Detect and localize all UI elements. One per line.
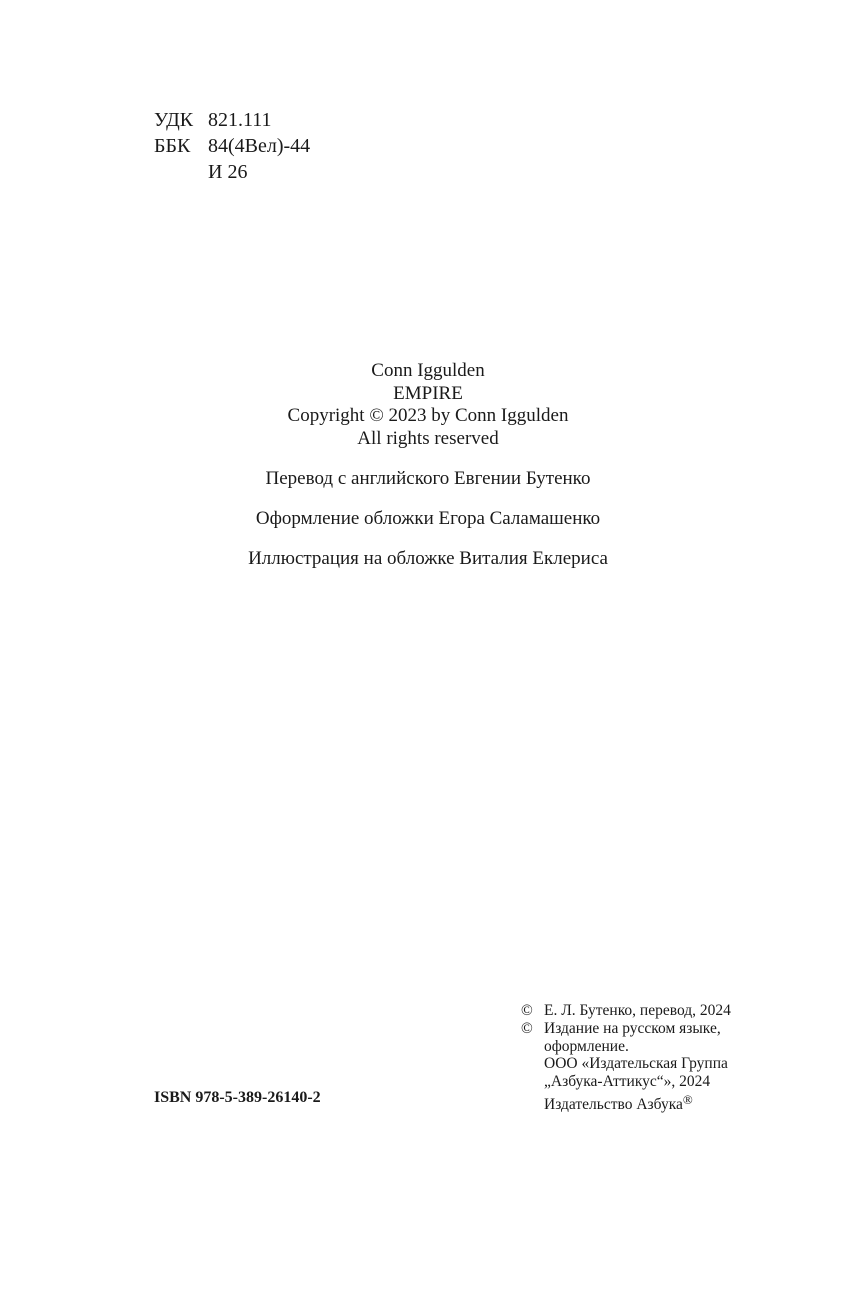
copyright-line xyxy=(521,1020,731,1038)
original-rights: All rights reserved xyxy=(357,427,499,449)
copyright-line xyxy=(521,1055,731,1073)
bbk-label: ББК xyxy=(154,135,191,157)
copyright-text: ООО «Издательская Группа xyxy=(544,1055,728,1073)
cover-design-credit: Оформление обложки Егора Саламашенко xyxy=(255,508,601,529)
author-mark-row xyxy=(154,159,310,185)
cover-illustration-credit: Иллюстрация на обложке Виталия Еклериса xyxy=(248,548,608,569)
copyright-symbol: © xyxy=(521,1019,533,1037)
copyright-text: Е. Л. Бутенко, перевод, 2024 xyxy=(544,1002,731,1019)
author-mark: И 26 xyxy=(208,161,248,183)
udk-label: УДК xyxy=(154,109,194,131)
publisher-name xyxy=(544,1091,693,1114)
original-copyright: Copyright © 2023 by Conn Iggulden xyxy=(287,405,569,426)
translation-credit: Перевод с английского Евгении Бутенко xyxy=(265,468,591,489)
copyright-text: оформление. xyxy=(544,1037,629,1055)
udk-row xyxy=(154,107,310,133)
bbk-row xyxy=(154,133,310,159)
original-author: Conn Iggulden xyxy=(371,360,485,381)
isbn: ISBN 978-5-389-26140-2 xyxy=(154,1089,321,1106)
copyright-line xyxy=(521,1038,731,1056)
author-mark-spacer xyxy=(154,159,208,185)
udk-value: 821.111 xyxy=(208,109,272,131)
bbk-value: 84(4Вел)-44 xyxy=(208,135,311,157)
copyright-symbol: © xyxy=(521,1002,533,1019)
original-title: EMPIRE xyxy=(393,382,463,404)
classification-block xyxy=(154,107,310,185)
copyright-line xyxy=(521,1073,731,1091)
registered-mark: ® xyxy=(682,1091,693,1107)
copyright-text: „Азбука-Аттикус“», 2024 xyxy=(544,1073,711,1091)
copyright-line xyxy=(521,1002,731,1020)
copyright-notices xyxy=(521,1002,731,1114)
copyright-line xyxy=(521,1091,731,1114)
original-edition-info xyxy=(0,360,856,450)
copyright-text: Издание на русском языке, xyxy=(544,1019,721,1037)
copyright-text: Издательство Азбука xyxy=(544,1095,683,1113)
credits-block xyxy=(0,360,856,570)
